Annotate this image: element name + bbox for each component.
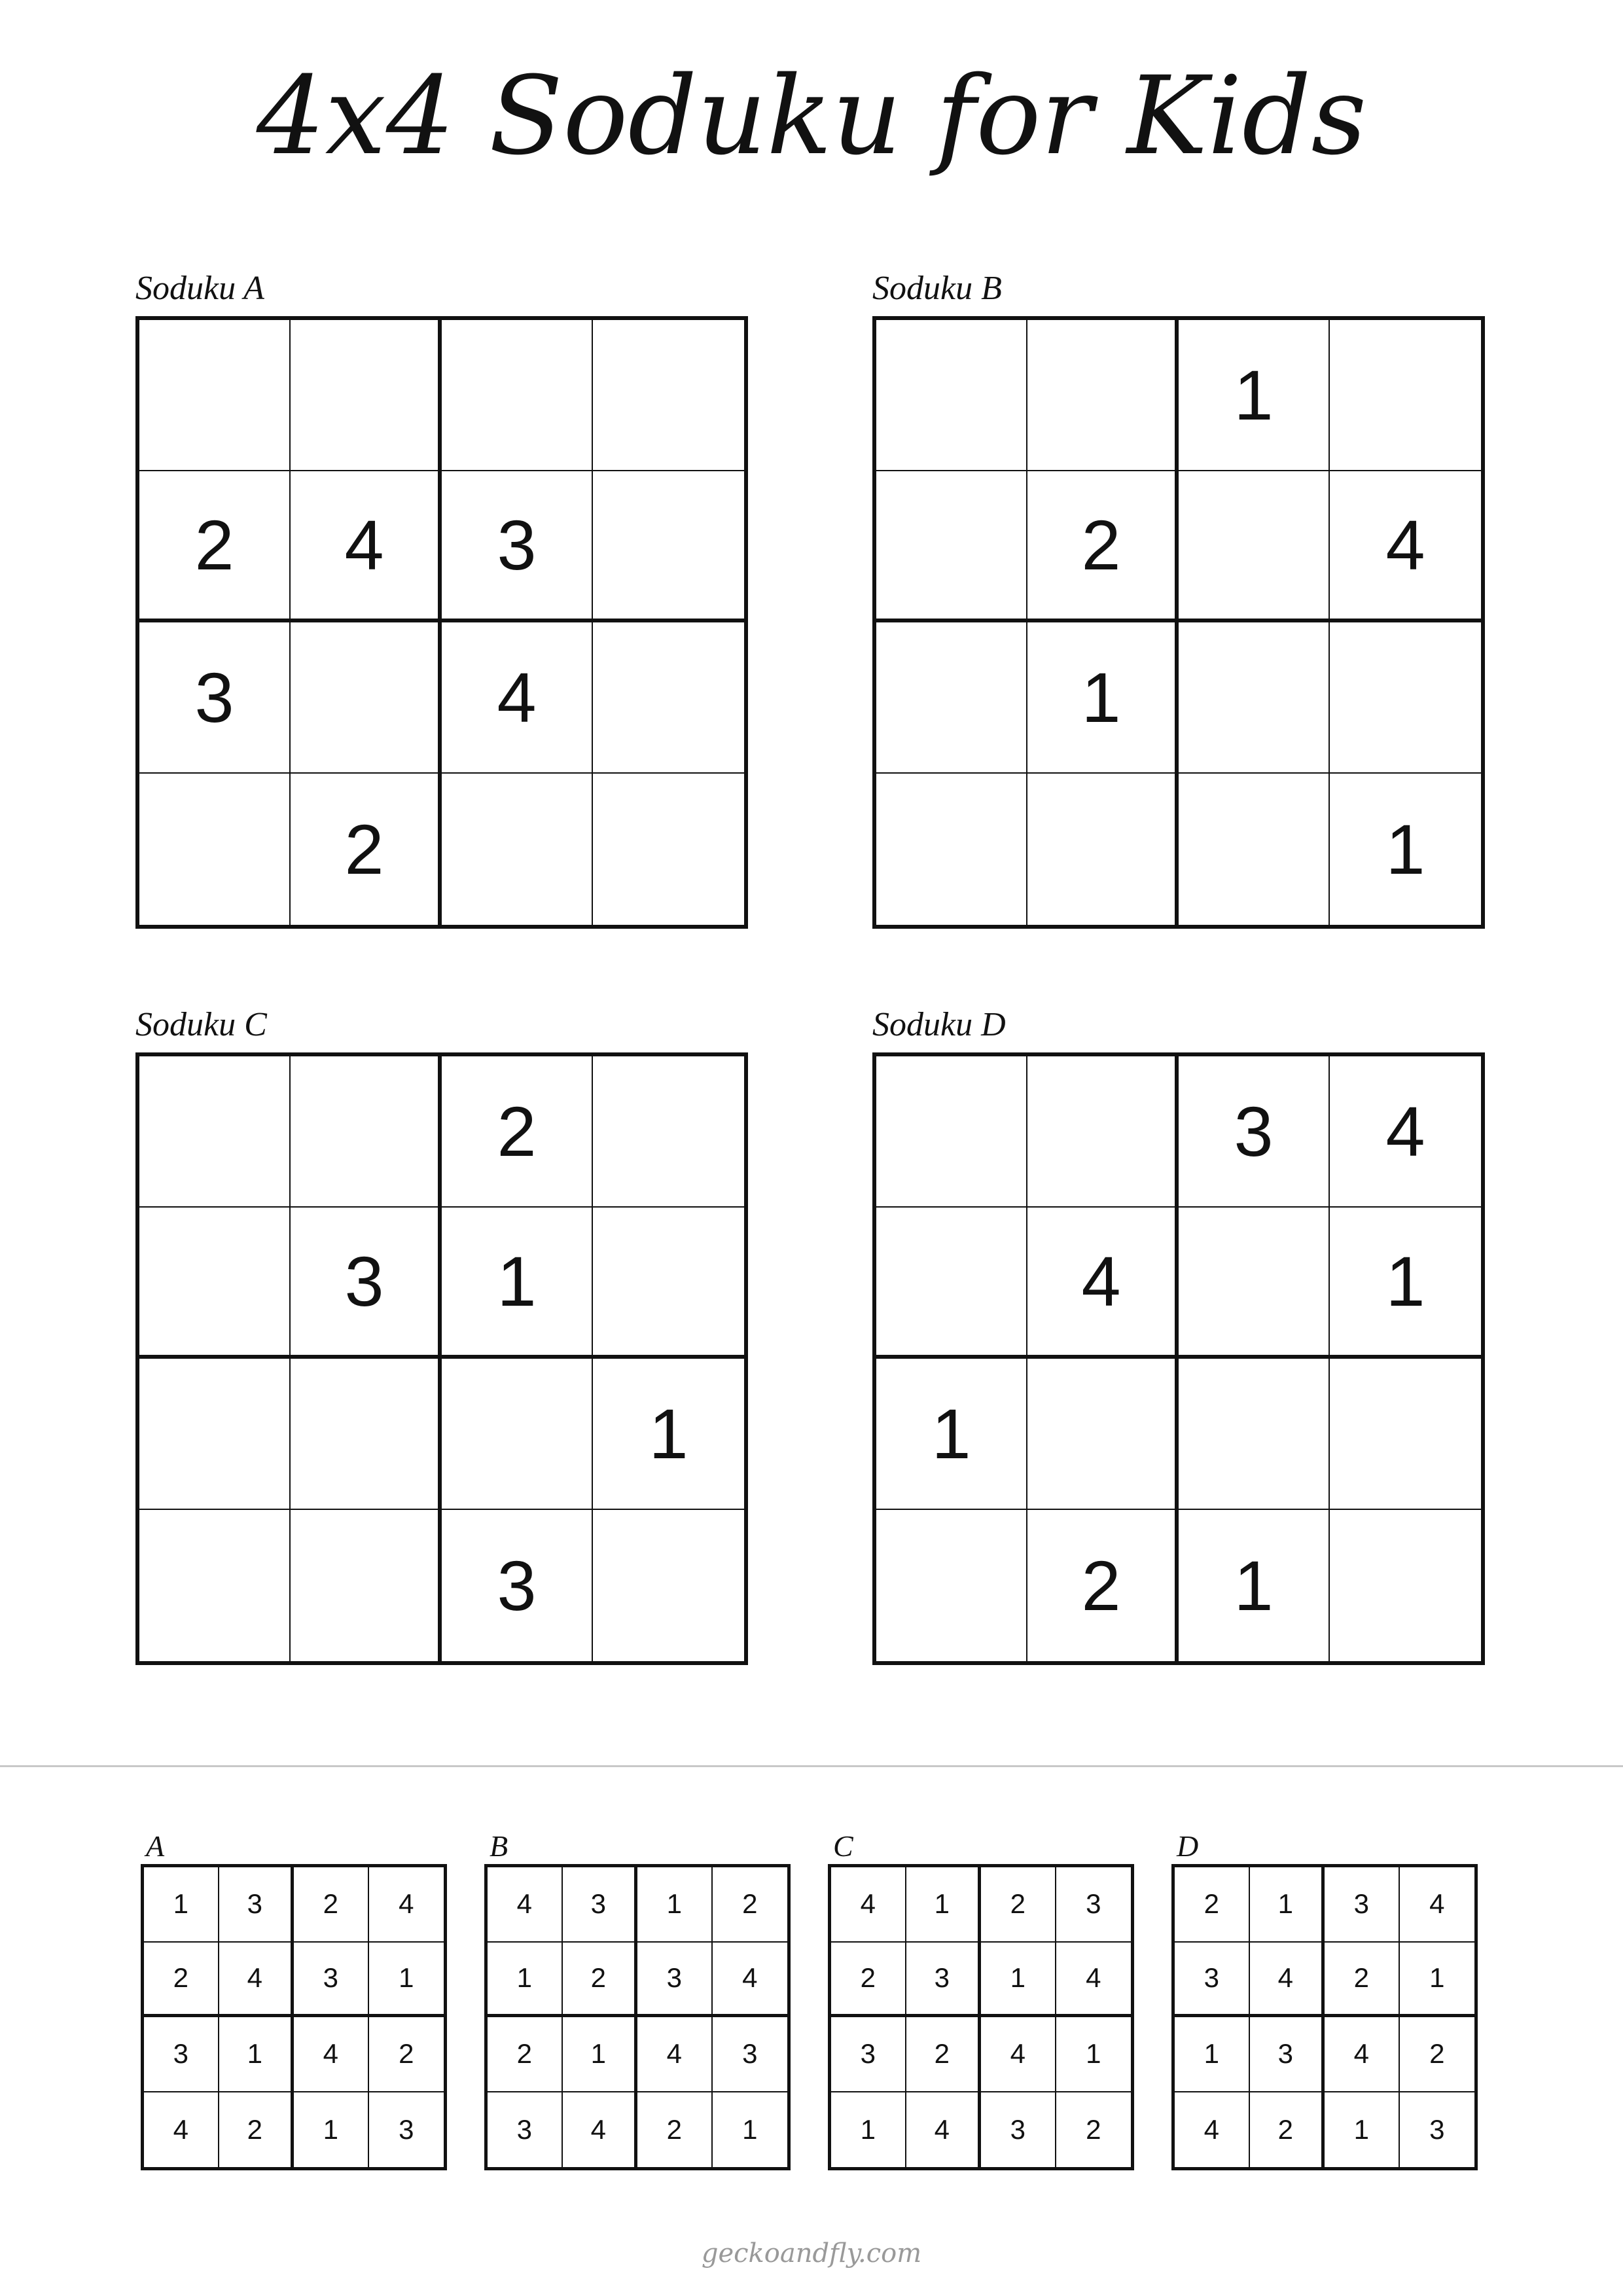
puzzle-cell[interactable]: [876, 471, 1027, 622]
answer-cell: 1: [294, 2092, 369, 2168]
puzzle-cell[interactable]: [1179, 471, 1330, 622]
answer-cell: 4: [219, 1943, 294, 2018]
answer-cell: 3: [906, 1943, 982, 2018]
answer-a: [141, 1831, 448, 2170]
answer-grid: [484, 1864, 791, 2170]
answer-cell: 4: [1175, 2092, 1250, 2168]
answer-cell: 2: [906, 2017, 982, 2092]
puzzle-cell[interactable]: [442, 1359, 593, 1510]
answer-c: [828, 1831, 1135, 2170]
puzzle-cell[interactable]: 1: [442, 1208, 593, 1359]
answer-cell: 4: [637, 2017, 713, 2092]
puzzle-d: [872, 1008, 1488, 1665]
puzzle-cell[interactable]: [593, 1208, 744, 1359]
answer-label: B: [490, 1829, 508, 1863]
answer-cell: 3: [637, 1943, 713, 2018]
puzzle-cell[interactable]: [291, 1510, 442, 1661]
answer-cell: 4: [144, 2092, 219, 2168]
answer-cell: 4: [1056, 1943, 1132, 2018]
puzzle-cell[interactable]: [593, 1056, 744, 1208]
answer-cell: 2: [1250, 2092, 1325, 2168]
answer-cell: 2: [713, 1867, 788, 1943]
puzzle-cell[interactable]: 1: [1179, 1510, 1330, 1661]
puzzle-cell[interactable]: 4: [1330, 1056, 1481, 1208]
puzzle-cell[interactable]: [876, 774, 1027, 925]
answer-cell: 4: [1325, 2017, 1400, 2092]
answer-label: A: [146, 1829, 165, 1863]
answer-cell: 3: [488, 2092, 563, 2168]
puzzle-cell[interactable]: [1179, 622, 1330, 774]
answer-label: D: [1177, 1829, 1199, 1863]
puzzle-cell[interactable]: 3: [442, 471, 593, 622]
puzzle-cell[interactable]: [1179, 774, 1330, 925]
answer-cell: 4: [831, 1867, 906, 1943]
answer-cell: 1: [219, 2017, 294, 2092]
answer-cell: 1: [369, 1943, 444, 2018]
puzzle-cell[interactable]: 2: [1027, 1510, 1179, 1661]
answer-d: [1171, 1831, 1479, 2170]
puzzle-cell[interactable]: 2: [291, 774, 442, 925]
puzzle-grid[interactable]: [135, 1052, 748, 1665]
puzzle-cell[interactable]: [291, 1056, 442, 1208]
puzzle-cell[interactable]: [593, 774, 744, 925]
puzzle-cell[interactable]: 1: [593, 1359, 744, 1510]
answer-cell: 2: [1086, 2113, 1101, 2145]
answer-cell: 2: [1175, 1867, 1250, 1943]
answer-cell: 1: [1250, 1867, 1325, 1943]
answer-cell: 4: [488, 1867, 563, 1943]
puzzle-cell[interactable]: [1027, 320, 1179, 471]
page-title: 4x4 Soduku for Kids: [256, 53, 1367, 179]
puzzle-cell[interactable]: [1027, 774, 1179, 925]
answer-cell: 4: [713, 1943, 788, 2018]
answer-cell: 4: [1400, 1867, 1475, 1943]
puzzle-cell[interactable]: 1: [1385, 810, 1425, 889]
puzzle-cell[interactable]: [291, 1359, 442, 1510]
answer-cell: 3: [219, 1867, 294, 1943]
puzzle-cell[interactable]: [291, 622, 442, 774]
answer-cell: 2: [144, 1943, 219, 2018]
puzzle-cell[interactable]: [876, 1510, 1027, 1661]
answer-cell: 2: [637, 2092, 713, 2168]
puzzle-cell[interactable]: [593, 320, 744, 471]
puzzle-grid[interactable]: [872, 1052, 1485, 1665]
puzzle-cell[interactable]: 4: [442, 622, 593, 774]
answer-cell: 2: [831, 1943, 906, 2018]
puzzle-a: [135, 272, 751, 929]
puzzle-cell[interactable]: 4: [1330, 471, 1481, 622]
puzzle-grid[interactable]: [135, 316, 748, 929]
answer-cell: 2: [369, 2017, 444, 2092]
answer-cell: 1: [981, 1943, 1056, 2018]
puzzle-cell[interactable]: 1: [1027, 622, 1179, 774]
puzzle-cell[interactable]: [1330, 1359, 1481, 1510]
answer-cell: 3: [294, 1943, 369, 2018]
puzzle-cell[interactable]: [442, 320, 593, 471]
puzzle-cell[interactable]: [1330, 622, 1481, 774]
puzzle-cell[interactable]: [1027, 1359, 1179, 1510]
answer-cell: 3: [1429, 2113, 1445, 2145]
answer-cell: 4: [1250, 1943, 1325, 2018]
section-divider: [0, 1765, 1623, 1767]
puzzle-cell[interactable]: [593, 622, 744, 774]
puzzle-cell[interactable]: 2: [1027, 471, 1179, 622]
puzzle-grid[interactable]: [872, 316, 1485, 929]
puzzle-label: Soduku D: [872, 1006, 1006, 1043]
puzzle-cell[interactable]: [1179, 1208, 1330, 1359]
answer-cell: 2: [563, 1943, 638, 2018]
answer-cell: 2: [1400, 2017, 1475, 2092]
puzzle-cell[interactable]: 2: [139, 471, 291, 622]
puzzle-cell[interactable]: [1330, 320, 1481, 471]
answer-cell: 1: [1056, 2017, 1132, 2092]
puzzle-cell[interactable]: 3: [442, 1510, 593, 1661]
puzzle-cell[interactable]: 3: [291, 1208, 442, 1359]
answer-cell: 2: [1325, 1943, 1400, 2018]
answer-cell: 1: [563, 2017, 638, 2092]
answer-cell: 3: [563, 1867, 638, 1943]
puzzle-cell[interactable]: [139, 1510, 291, 1661]
puzzle-cell[interactable]: [139, 1208, 291, 1359]
puzzle-cell[interactable]: [139, 320, 291, 471]
answer-cell: 4: [369, 1867, 444, 1943]
answer-grid: [828, 1864, 1134, 2170]
answer-cell: 2: [219, 2092, 294, 2168]
puzzle-cell[interactable]: 1: [876, 1359, 1027, 1510]
puzzle-cell[interactable]: [876, 622, 1027, 774]
puzzle-cell[interactable]: 3: [139, 622, 291, 774]
puzzle-cell[interactable]: [876, 1208, 1027, 1359]
answer-cell: 1: [144, 1867, 219, 1943]
answer-cell: 3: [713, 2017, 788, 2092]
puzzle-cell[interactable]: [1027, 1056, 1179, 1208]
puzzle-cell[interactable]: 4: [1027, 1208, 1179, 1359]
answer-cell: 1: [906, 1867, 982, 1943]
answer-cell: 3: [144, 2017, 219, 2092]
answer-b: [484, 1831, 792, 2170]
puzzle-cell[interactable]: [1330, 1510, 1481, 1661]
puzzle-cell[interactable]: 2: [442, 1056, 593, 1208]
answer-cell: 1: [1400, 1943, 1475, 2018]
answer-cell: 4: [981, 2017, 1056, 2092]
answer-cell: 3: [981, 2092, 1056, 2168]
answer-cell: 2: [981, 1867, 1056, 1943]
answer-cell: 1: [831, 2092, 906, 2168]
answer-cell: 3: [831, 2017, 906, 2092]
puzzle-cell[interactable]: 3: [1179, 1056, 1330, 1208]
answer-cell: 3: [399, 2113, 414, 2145]
puzzle-cell[interactable]: 1: [1179, 320, 1330, 471]
answer-cell: 3: [1056, 1867, 1132, 1943]
puzzle-cell[interactable]: [442, 774, 593, 925]
puzzle-cell[interactable]: [593, 471, 744, 622]
answer-cell: 1: [1325, 2092, 1400, 2168]
puzzle-cell[interactable]: [291, 320, 442, 471]
answer-label: C: [833, 1829, 853, 1863]
footer-credit: geckoandfly.com: [701, 2238, 922, 2269]
answer-cell: 4: [294, 2017, 369, 2092]
answer-cell: 3: [1175, 1943, 1250, 2018]
puzzle-label: Soduku A: [135, 270, 264, 307]
puzzle-cell[interactable]: [139, 1056, 291, 1208]
puzzle-label: Soduku B: [872, 270, 1002, 307]
answer-cell: 1: [488, 1943, 563, 2018]
puzzle-cell[interactable]: 1: [1330, 1208, 1481, 1359]
puzzle-cell[interactable]: [1179, 1359, 1330, 1510]
answer-cell: 4: [906, 2092, 982, 2168]
answer-grid: [141, 1864, 447, 2170]
puzzle-cell[interactable]: 4: [291, 471, 442, 622]
puzzle-cell[interactable]: [139, 1359, 291, 1510]
answer-cell: 2: [294, 1867, 369, 1943]
answer-cell: 3: [1325, 1867, 1400, 1943]
puzzle-cell[interactable]: [876, 320, 1027, 471]
puzzle-cell[interactable]: [876, 1056, 1027, 1208]
answer-cell: 3: [1250, 2017, 1325, 2092]
puzzle-b: [872, 272, 1488, 929]
answer-cell: 1: [1175, 2017, 1250, 2092]
puzzle-cell[interactable]: [139, 774, 291, 925]
puzzle-cell[interactable]: [593, 1510, 744, 1661]
answer-cell: 2: [488, 2017, 563, 2092]
answer-cell: 1: [742, 2113, 758, 2145]
puzzle-c: [135, 1008, 751, 1665]
answer-cell: 1: [637, 1867, 713, 1943]
puzzle-label: Soduku C: [135, 1006, 267, 1043]
answer-grid: [1171, 1864, 1478, 2170]
answer-cell: 4: [563, 2092, 638, 2168]
